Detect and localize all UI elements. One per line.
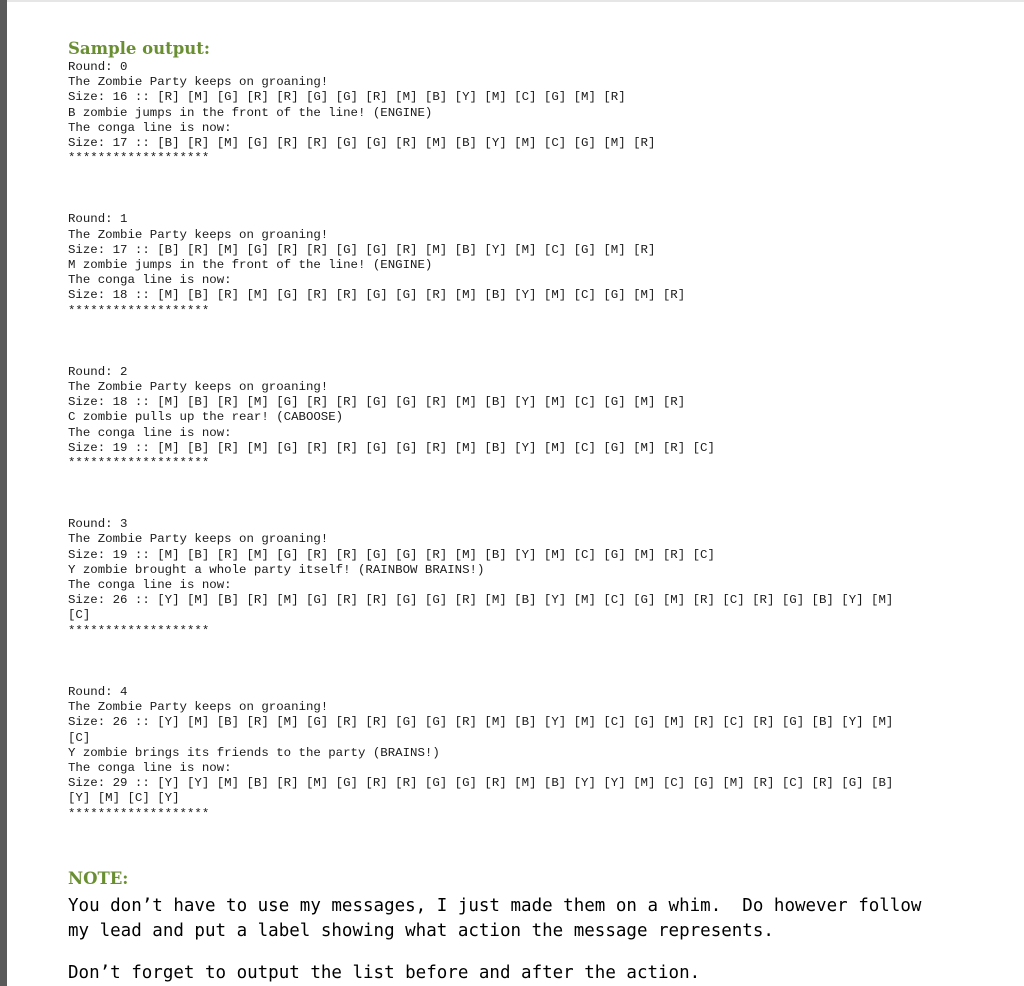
- size-before-line: Size: 19 :: [M] [B] [R] [M] [G] [R] [R] [G] [G] [R] [M] [B] [Y] [M] [C] [G] [M] [R] [C]: [68, 547, 715, 562]
- conga-label: The conga line is now:: [68, 120, 232, 135]
- note-heading: NOTE:: [68, 868, 129, 888]
- action-line: B zombie jumps in the front of the line! (ENGINE): [68, 105, 433, 120]
- document-page: [68, 38, 1008, 986]
- round-block-4: [68, 685, 1008, 822]
- action-line: C zombie pulls up the rear! (CABOOSE): [68, 410, 344, 425]
- size-before-line: Size: 16 :: [R] [M] [G] [R] [R] [G] [G] [R] [M] [B] [Y] [M] [C] [G] [M] [R]: [68, 90, 626, 105]
- size-after-line: Size: 26 :: [Y] [M] [B] [R] [M] [G] [R] [R] [G] [G] [R] [M] [B] [Y] [M] [C] [G] [M] [R] [C] [R] [G] [B] [Y] [M] [C]: [68, 593, 894, 623]
- size-after-line: Size: 17 :: [B] [R] [M] [G] [R] [R] [G] [G] [R] [M] [B] [Y] [M] [C] [G] [M] [R]: [68, 136, 656, 151]
- size-before-line: Size: 17 :: [B] [R] [M] [G] [R] [R] [G] [G] [R] [M] [B] [Y] [M] [C] [G] [M] [R]: [68, 242, 656, 257]
- round-label: Round: 4: [68, 684, 128, 699]
- conga-label: The conga line is now:: [68, 578, 232, 593]
- groan-line: The Zombie Party keeps on groaning!: [68, 700, 329, 715]
- round-label: Round: 2: [68, 364, 128, 379]
- round-block-2: [68, 365, 1008, 471]
- action-line: Y zombie brings its friends to the party (BRAINS!): [68, 745, 440, 760]
- sample-output-heading: Sample output:: [68, 39, 210, 58]
- round-label: Round: 0: [68, 60, 128, 74]
- window-left-edge: [0, 0, 7, 986]
- window-top-edge: [7, 0, 1024, 2]
- note-paragraph-1: You don’t have to use my messages, I just made them on a whim. Do however follow my lead and put a label showing what action the message represents.: [68, 895, 922, 941]
- round-block-3: [68, 517, 1008, 639]
- groan-line: The Zombie Party keeps on groaning!: [68, 75, 329, 90]
- round-block-1: [68, 212, 1008, 318]
- separator-stars: *******************: [68, 623, 210, 638]
- groan-line: The Zombie Party keeps on groaning!: [68, 380, 329, 395]
- note-paragraph-2: Don’t forget to output the list before and after the action.: [68, 962, 701, 983]
- round-label: Round: 3: [68, 517, 128, 532]
- size-before-line: Size: 26 :: [Y] [M] [B] [R] [M] [G] [R] [R] [G] [G] [R] [M] [B] [Y] [M] [C] [G] [M] [R] [C] [R] [G] [B] [Y] [M] [C]: [68, 715, 894, 745]
- round-block-0: [68, 60, 1008, 166]
- size-before-line: Size: 18 :: [M] [B] [R] [M] [G] [R] [R] [G] [G] [R] [M] [B] [Y] [M] [C] [G] [M] [R]: [68, 395, 686, 410]
- size-after-line: Size: 19 :: [M] [B] [R] [M] [G] [R] [R] [G] [G] [R] [M] [B] [Y] [M] [C] [G] [M] [R] [C]: [68, 440, 715, 455]
- groan-line: The Zombie Party keeps on groaning!: [68, 532, 329, 547]
- separator-stars: *******************: [68, 151, 210, 166]
- groan-line: The Zombie Party keeps on groaning!: [68, 227, 329, 242]
- size-after-line: Size: 29 :: [Y] [Y] [M] [B] [R] [M] [G] [R] [R] [G] [G] [R] [M] [B] [Y] [Y] [M] [C] [G] [M] [R] [C] [R] [G] [B] [Y] [M] [C] [Y]: [68, 776, 894, 806]
- round-label: Round: 1: [68, 212, 128, 227]
- conga-label: The conga line is now:: [68, 760, 232, 775]
- conga-label: The conga line is now:: [68, 273, 232, 288]
- separator-stars: *******************: [68, 303, 210, 318]
- action-line: M zombie jumps in the front of the line! (ENGINE): [68, 258, 433, 273]
- size-after-line: Size: 18 :: [M] [B] [R] [M] [G] [R] [R] [G] [G] [R] [M] [B] [Y] [M] [C] [G] [M] [R]: [68, 288, 686, 303]
- conga-label: The conga line is now:: [68, 425, 232, 440]
- separator-stars: *******************: [68, 456, 210, 471]
- separator-stars: *******************: [68, 806, 210, 821]
- action-line: Y zombie brought a whole party itself! (RAINBOW BRAINS!): [68, 562, 485, 577]
